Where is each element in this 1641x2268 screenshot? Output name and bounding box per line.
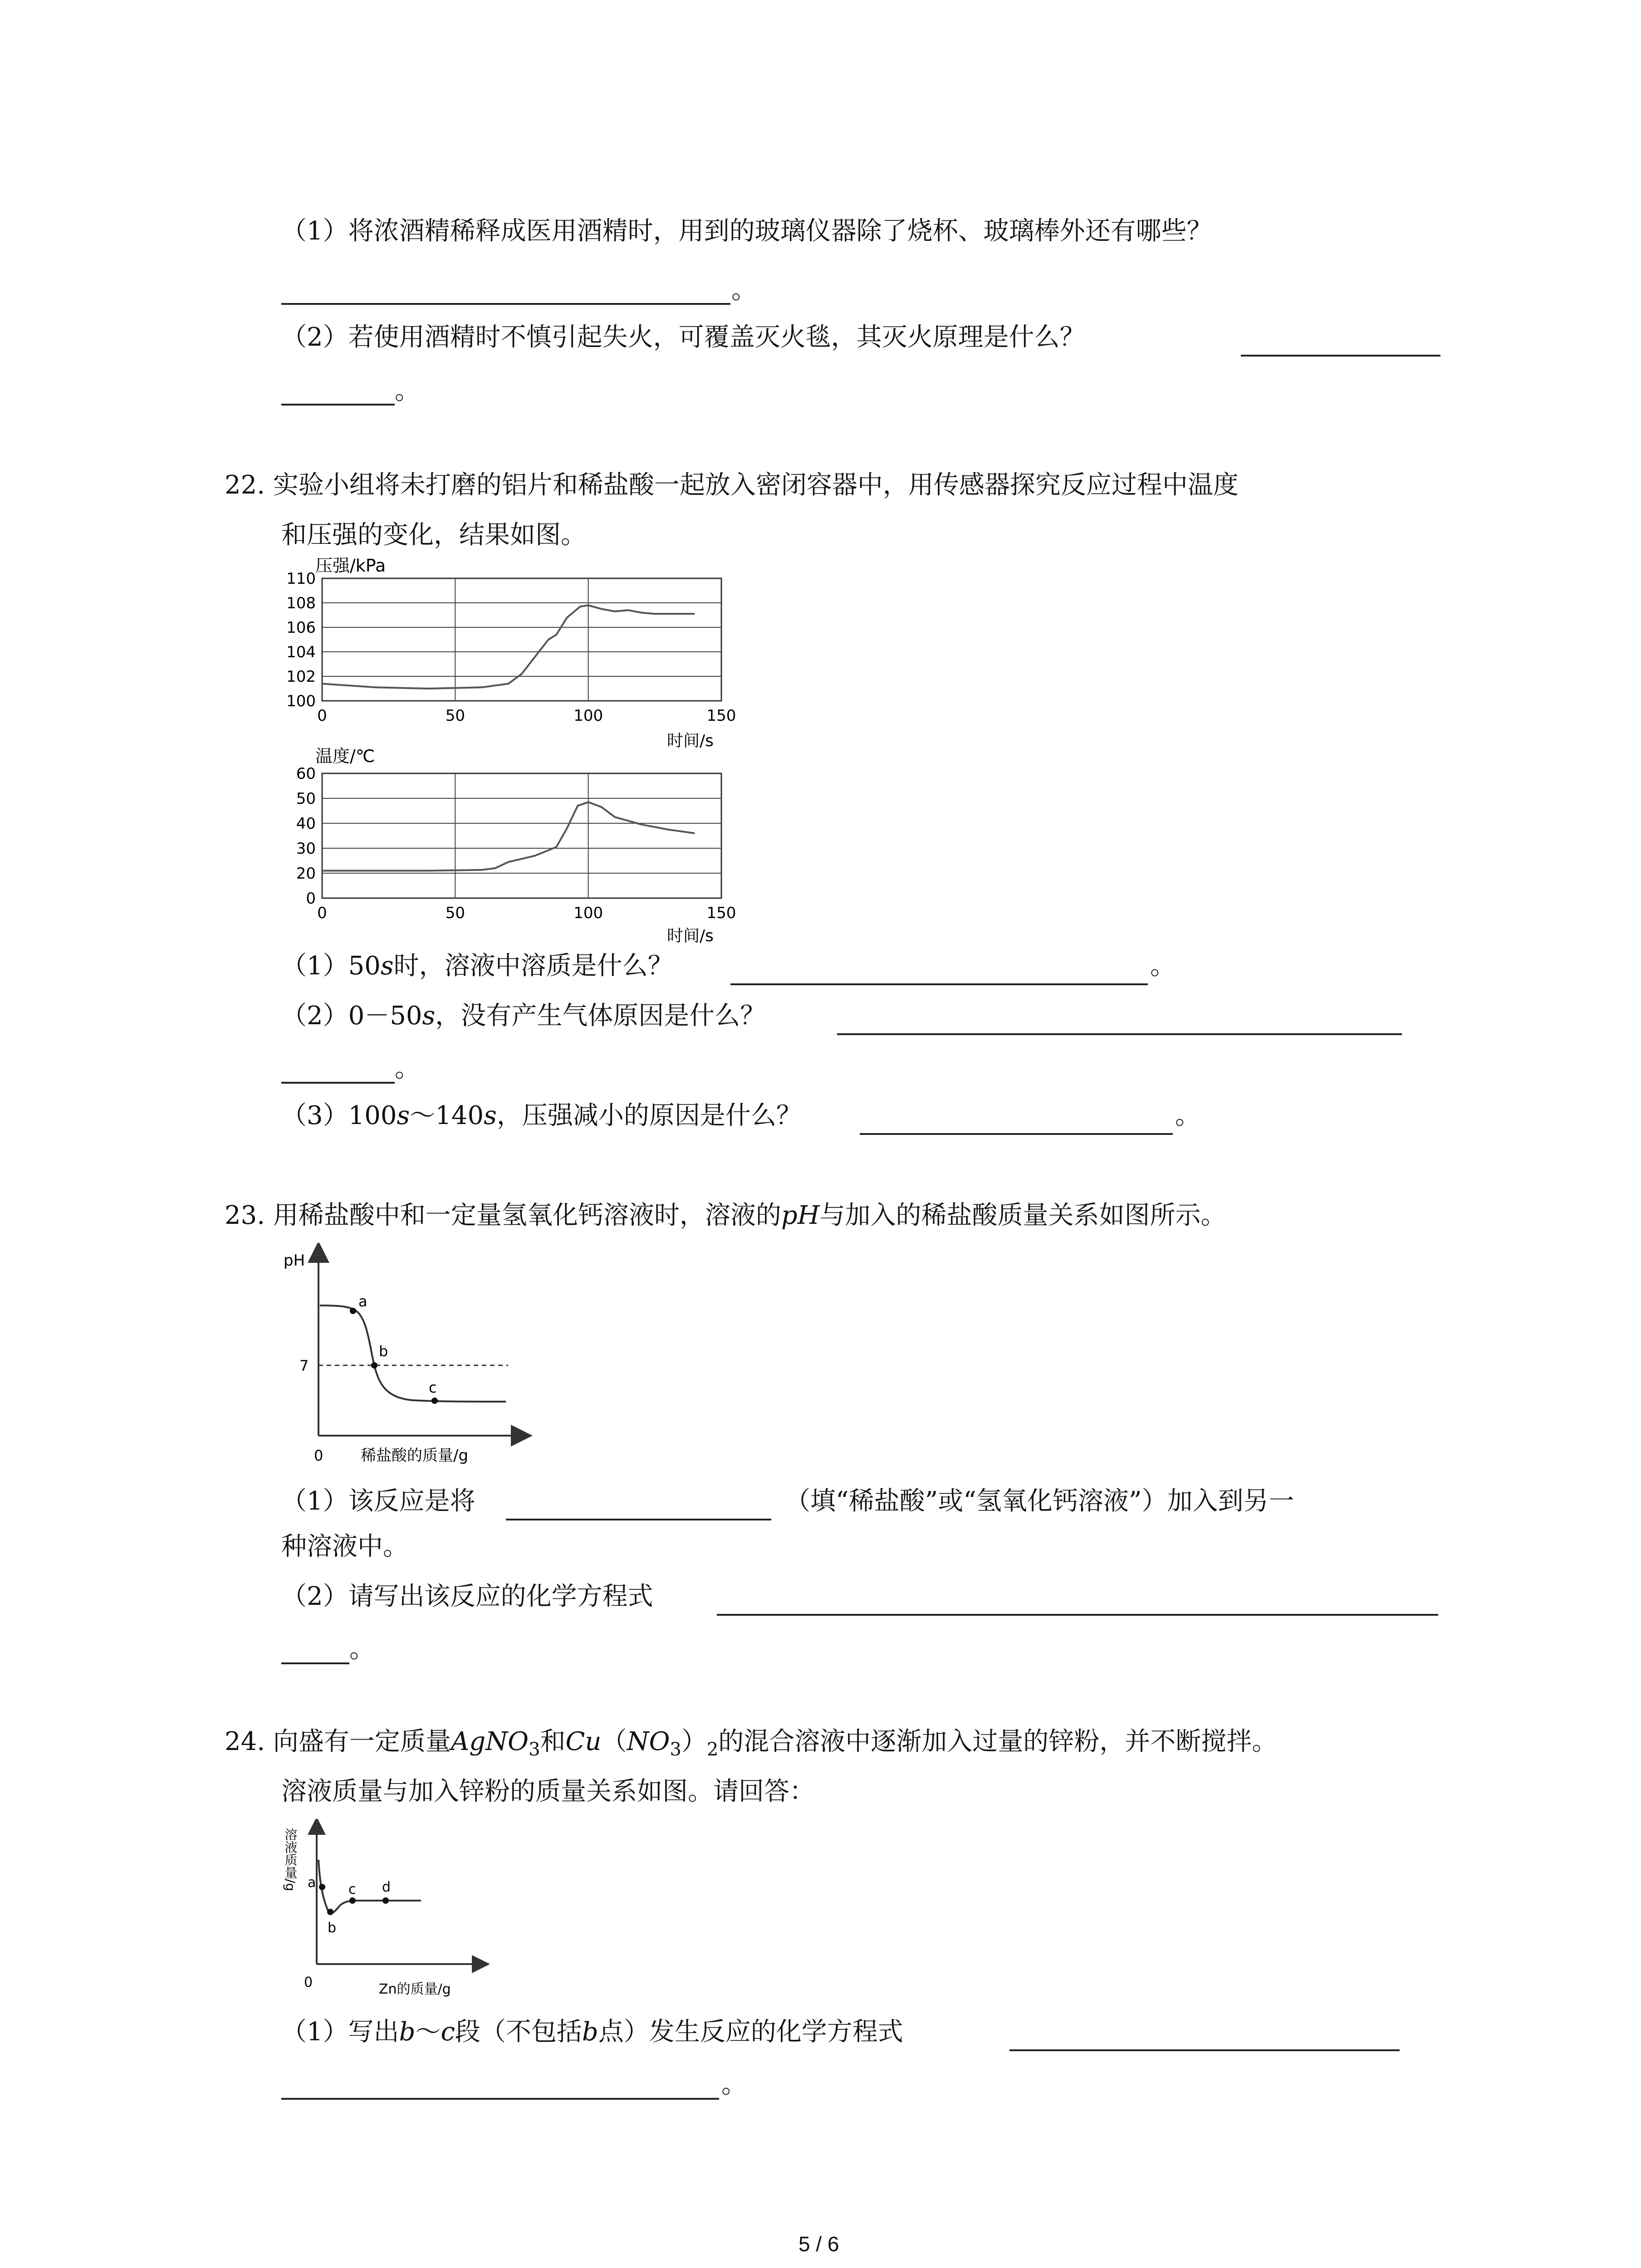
ph-origin: 0 [314, 1447, 323, 1464]
ph-label-b: b [379, 1343, 388, 1360]
ph-point-a [350, 1308, 356, 1314]
q22-answer-blank-1[interactable] [730, 983, 1148, 985]
q24-sub1: （1）写出b～c段（不包括b点）发生反应的化学方程式 [281, 2017, 903, 2047]
pressure-plot-frame [322, 578, 721, 701]
ph-point-b [371, 1362, 377, 1369]
q24-answer-blank-1a[interactable] [1009, 2049, 1400, 2051]
temp-plot-frame [322, 773, 721, 898]
q23-answer-blank-2a[interactable] [717, 1614, 1438, 1616]
ph-label-c: c [429, 1379, 437, 1396]
q23-answer-blank-1[interactable] [506, 1519, 771, 1520]
q23-sub1-cont: 种溶液中。 [281, 1532, 408, 1561]
zinc-ylabel: 溶液质量/g [283, 1828, 298, 1892]
q24-stem-line1: 24. 向盛有一定质量AgNO$_3$和$Cu(NO_3)_2$的混合溶液中逐渐加入过量的锌粉，并不断搅拌。 [225, 1727, 1278, 1760]
q24-end1: 。 [721, 2070, 747, 2099]
q21-answer-blank-2b[interactable] [281, 404, 395, 406]
ph-chart [277, 1243, 540, 1488]
pressure-ylabel: 压强/kPa [315, 556, 386, 576]
temperature-chart [268, 744, 767, 948]
zinc-point-d [382, 1897, 389, 1904]
q24-stem-line2: 溶液质量与加入锌粉的质量关系如图。请回答： [281, 1777, 815, 1806]
pressure-ytick-label: 110 [286, 570, 316, 588]
temp-ytick-label: 60 [296, 765, 316, 783]
ph-curve [320, 1305, 506, 1402]
q23-sub2: （2）请写出该反应的化学方程式 [281, 1582, 653, 1611]
ph-7-label: 7 [299, 1357, 309, 1374]
zinc-label-c: c [348, 1882, 356, 1897]
temp-xtick-label: 150 [706, 904, 736, 922]
pressure-ytick-label: 102 [286, 668, 316, 686]
q23-sub1: （1）该反应是将 [281, 1486, 475, 1516]
zinc-label-d: d [382, 1879, 391, 1895]
temperature-xlabel: 时间/s [667, 927, 714, 945]
ph-label-a: a [358, 1293, 367, 1310]
pressure-chart [268, 553, 767, 753]
q22-stem-line1: 22. 实验小组将未打磨的铝片和稀盐酸一起放入密闭容器中，用传感器探究反应过程中温度 [225, 470, 1239, 500]
pressure-xtick-label: 0 [317, 707, 327, 725]
zinc-curve [318, 1860, 421, 1913]
q21-sub1: （1）将浓酒精稀释成医用酒精时，用到的玻璃仪器除了烧杯、玻璃棒外还有哪些？ [281, 216, 1212, 246]
pressure-xtick-label: 50 [445, 707, 465, 725]
temp-ytick-label: 0 [306, 890, 316, 908]
q22-answer-blank-3[interactable] [860, 1133, 1173, 1135]
pressure-ytick-label: 100 [286, 692, 316, 710]
q21-answer-blank-2a[interactable] [1241, 355, 1440, 357]
q21-end1: 。 [731, 275, 757, 305]
zinc-chart [277, 1819, 531, 2000]
q22-sub2: （2）0－50s，没有产生气体原因是什么？ [281, 1001, 766, 1031]
q22-stem-line2: 和压强的变化，结果如图。 [281, 520, 586, 550]
q22-end1: 。 [1150, 951, 1176, 981]
q21-end2: 。 [395, 376, 420, 406]
q23-stem: 23. 用稀盐酸中和一定量氢氧化钙溶液时，溶液的pH与加入的稀盐酸质量关系如图所示。 [225, 1201, 1226, 1230]
zinc-label-a: a [308, 1875, 316, 1891]
q24-answer-blank-1b[interactable] [281, 2098, 719, 2100]
temp-xtick-label: 100 [573, 904, 603, 922]
temp-ytick-label: 30 [296, 840, 316, 858]
page-number: 5 / 6 [798, 2232, 839, 2256]
pressure-xlabel: 时间/s [667, 732, 714, 750]
q22-answer-blank-2b[interactable] [281, 1082, 395, 1084]
pressure-ytick-label: 108 [286, 594, 316, 612]
q21-sub2: （2）若使用酒精时不慎引起失火，可覆盖灭火毯，其灭火原理是什么？ [281, 323, 1085, 352]
temp-xtick-label: 0 [317, 904, 327, 922]
zinc-point-c [349, 1897, 356, 1904]
zinc-origin: 0 [304, 1975, 313, 1990]
pressure-ytick-label: 106 [286, 619, 316, 637]
q22-answer-blank-2a[interactable] [837, 1033, 1402, 1035]
zinc-point-a [319, 1884, 325, 1890]
q22-end2: 。 [395, 1054, 420, 1083]
q23-answer-blank-2b[interactable] [281, 1662, 349, 1664]
ph-point-c [431, 1398, 438, 1404]
ph-xlabel: 稀盐酸的质量/g [361, 1447, 469, 1465]
temp-ytick-label: 50 [296, 790, 316, 808]
pressure-ytick-label: 104 [286, 643, 316, 661]
zinc-xlabel: Zn的质量/g [379, 1981, 451, 1997]
zinc-label-b: b [328, 1920, 337, 1936]
temp-ytick-label: 40 [296, 815, 316, 833]
temperature-ylabel: 温度/℃ [315, 746, 375, 766]
temp-ytick-label: 20 [296, 865, 316, 883]
q21-answer-blank-1[interactable] [281, 303, 730, 305]
temperature-curve [322, 802, 695, 870]
q22-sub3: （3）100s～140s，压强减小的原因是什么？ [281, 1101, 802, 1130]
q23-sub1-note: （填“稀盐酸”或“氢氧化钙溶液”）加入到另一 [785, 1486, 1294, 1516]
ph-ylabel: pH [284, 1251, 305, 1270]
q22-end3: 。 [1175, 1101, 1200, 1130]
pressure-xtick-label: 100 [573, 707, 603, 725]
q22-sub1: （1）50s时，溶液中溶质是什么？ [281, 951, 673, 981]
q23-end2: 。 [349, 1634, 375, 1664]
zinc-point-b [327, 1909, 333, 1915]
pressure-xtick-label: 150 [706, 707, 736, 725]
temp-xtick-label: 50 [445, 904, 465, 922]
